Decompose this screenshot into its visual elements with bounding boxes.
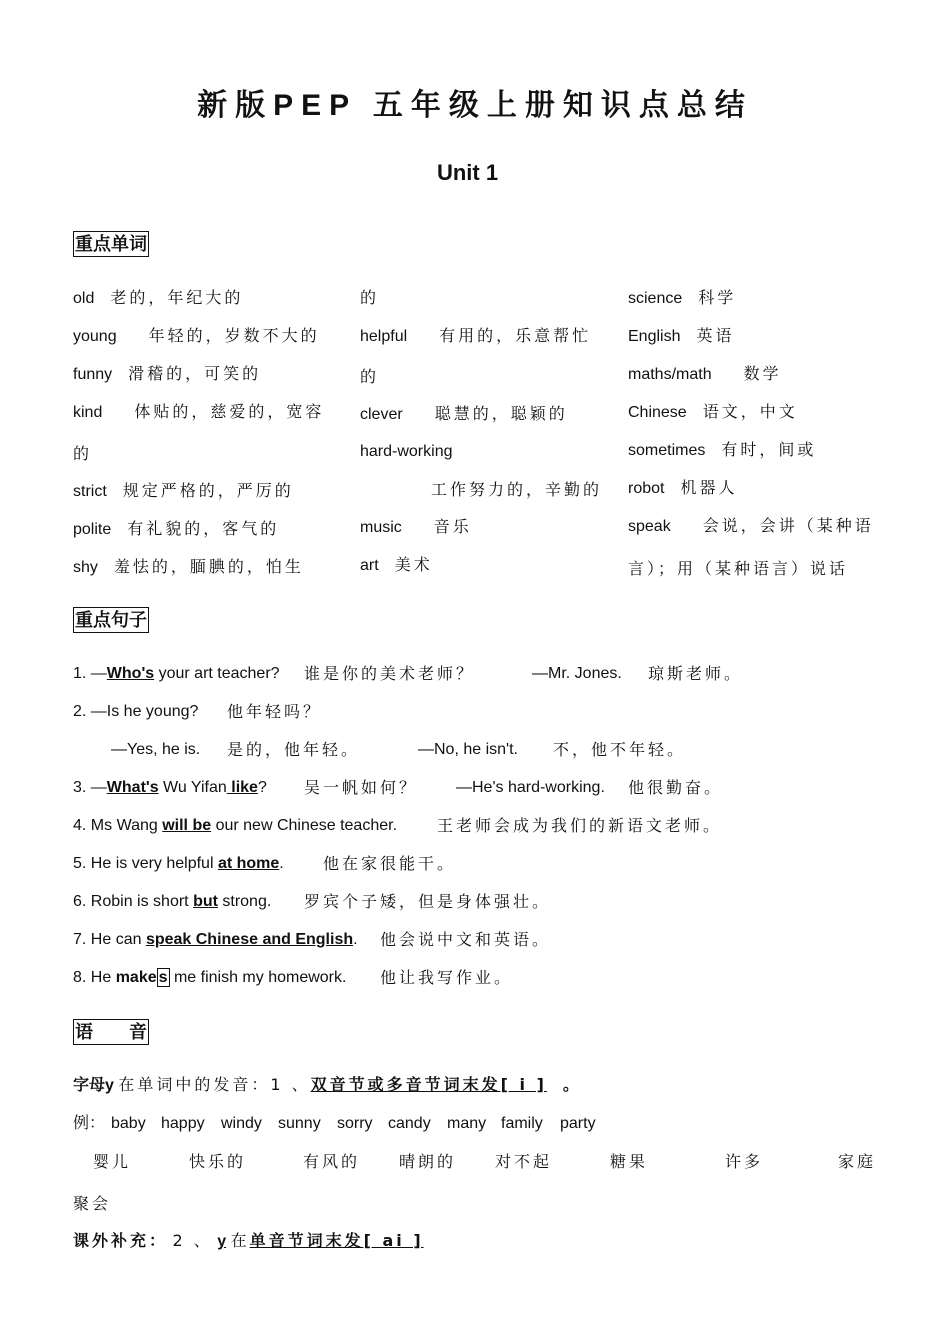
sentence-text: 8. He — [73, 969, 116, 986]
sentence-2-yes-translation: 是的，他年轻。 — [227, 740, 361, 759]
key-phrase: at home — [217, 855, 280, 872]
sentence-6 — [73, 891, 271, 913]
sentence-text: strong. — [217, 893, 272, 910]
sentence-2-translation: 他年轻吗？ — [227, 702, 323, 721]
word-en: robot — [628, 480, 665, 497]
word-cn: 聪慧的，聪颖的 — [434, 404, 568, 423]
word-entry — [73, 443, 92, 466]
example-meaning: 聚会 — [73, 1194, 112, 1213]
word-entry — [628, 363, 782, 386]
sentence-7-translation: 他会说中文和英语。 — [380, 930, 552, 949]
sentence-text: 6. Robin is short — [73, 893, 194, 910]
phonics-extra — [73, 1230, 424, 1253]
word-cn: 会说，会讲（某种语 — [702, 516, 874, 535]
key-phrase: will be — [162, 817, 212, 834]
word-en: old — [73, 290, 95, 307]
word-en: young — [73, 328, 117, 345]
phonics-rule-1 — [73, 1074, 579, 1097]
extra-rule: 单音节词末发[ ai ] — [249, 1231, 424, 1250]
sentence-text: Wu Yifan — [158, 779, 227, 796]
sentence-text: 5. He is very helpful — [73, 855, 218, 872]
word-entry — [628, 477, 738, 500]
example-word: baby — [111, 1115, 146, 1132]
word-entry — [431, 479, 602, 502]
example-meaning: 对不起 — [495, 1152, 553, 1171]
sentence-4-translation: 王老师会成为我们的新语文老师。 — [437, 816, 723, 835]
word-en: English — [628, 328, 681, 345]
sentence-text: 7. He can — [73, 931, 146, 948]
word-en: kind — [73, 404, 103, 421]
example-word: sorry — [337, 1115, 373, 1132]
example-word: windy — [221, 1115, 262, 1132]
word-cn: 科学 — [698, 288, 737, 307]
key-phrase: What's — [106, 779, 159, 796]
example-meaning: 家庭 — [838, 1152, 877, 1171]
sentence-6-translation: 罗宾个子矮，但是身体强壮。 — [304, 892, 552, 911]
word-en: art — [360, 557, 379, 574]
word-en: speak — [628, 518, 671, 535]
word-cn: 的 — [360, 367, 380, 386]
word-entry — [73, 325, 320, 348]
word-cn: 滑稽的，可笑的 — [128, 364, 262, 383]
word-cn: 语文，中文 — [702, 402, 798, 421]
word-entry — [360, 441, 452, 463]
sentence-3-translation: 吴一帆如何？ — [304, 778, 419, 797]
sentence-1-translation: 谁是你的美术老师？ — [304, 664, 476, 683]
word-en: shy — [73, 559, 98, 576]
sentence-2: 2. —Is he young? — [73, 703, 199, 720]
word-en: funny — [73, 366, 113, 383]
word-cn: 的 — [360, 288, 380, 307]
word-cn: 音乐 — [433, 517, 472, 536]
word-en: science — [628, 290, 683, 307]
section-heading-phonics: 语 音 — [73, 1019, 149, 1045]
sentence-text: ? — [257, 779, 267, 796]
letter-label: 字母y — [73, 1077, 114, 1094]
word-cn: 有时，间或 — [721, 440, 817, 459]
word-cn: 有礼貌的，客气的 — [127, 519, 280, 538]
word-en: Chinese — [628, 404, 687, 421]
sentence-5 — [73, 853, 284, 875]
sentence-text: 4. Ms Wang — [73, 817, 163, 834]
sentence-8 — [73, 967, 346, 989]
word-entry — [73, 401, 324, 424]
example-meaning: 糖果 — [610, 1152, 649, 1171]
example-label: 例： — [73, 1115, 106, 1132]
sentence-text: . — [279, 855, 284, 872]
section-heading-words: 重点单词 — [73, 231, 149, 257]
word-cn: 年轻的，岁数不大的 — [148, 326, 320, 345]
word-cn: 言）；用（某种语言）说话 — [628, 559, 849, 578]
word-cn: 美术 — [394, 555, 433, 574]
word-entry — [73, 518, 279, 541]
sentence-1-answer: —Mr. Jones. — [532, 665, 622, 682]
example-word: party — [560, 1115, 596, 1132]
extra-label: 课外补充： — [73, 1231, 169, 1250]
word-cn: 体贴的，慈爱的，宽容 — [134, 402, 325, 421]
word-entry — [73, 287, 243, 310]
word-cn: 工作努力的，辛勤的 — [431, 480, 603, 499]
word-entry — [73, 363, 261, 386]
sentence-number: 3. — — [73, 779, 107, 796]
word-cn: 的 — [73, 444, 93, 463]
word-en: maths/math — [628, 366, 712, 383]
example-meaning: 快乐的 — [189, 1152, 247, 1171]
sentence-4 — [73, 815, 397, 837]
key-phrase: like — [226, 779, 258, 796]
word-cn: 有用的，乐意帮忙 — [439, 326, 592, 345]
sentence-2-no: —No, he isn't. — [418, 741, 518, 758]
word-entry — [628, 325, 735, 348]
sentence-7 — [73, 929, 358, 951]
sentence-3-answer: —He's hard-working. — [456, 779, 605, 796]
word-en: music — [360, 519, 402, 536]
word-entry — [360, 403, 568, 426]
word-entry — [73, 480, 294, 503]
sentence-text: our new Chinese teacher. — [211, 817, 398, 834]
word-en: strict — [73, 483, 107, 500]
word-entry — [360, 554, 433, 577]
word-en: sometimes — [628, 442, 706, 459]
example-meaning: 许多 — [725, 1152, 764, 1171]
sentence-text: your art teacher? — [154, 665, 280, 682]
key-phrase-boxed: s — [158, 969, 168, 986]
rule-key: 双音节或多音节词末发[ i ] — [310, 1075, 547, 1094]
word-cn: 规定严格的，严厉的 — [122, 481, 294, 500]
example-word: sunny — [278, 1115, 321, 1132]
rule-text: 在单词中的发音：1 、 — [118, 1075, 311, 1094]
example-meaning: 晴朗的 — [399, 1152, 457, 1171]
sentence-text: . — [353, 931, 358, 948]
word-entry — [628, 515, 874, 538]
word-en: hard-working — [360, 443, 453, 460]
extra-text: 在 — [230, 1231, 250, 1250]
sentence-1 — [73, 663, 280, 685]
example-meaning: 有风的 — [303, 1152, 361, 1171]
key-phrase: Who's — [106, 665, 155, 682]
word-entry — [360, 366, 379, 389]
sentence-number: 1. — — [73, 665, 107, 682]
word-entry — [628, 558, 848, 581]
key-phrase: but — [193, 893, 218, 910]
section-heading-sentences: 重点句子 — [73, 607, 149, 633]
word-cn: 数学 — [743, 364, 782, 383]
word-en: helpful — [360, 328, 408, 345]
word-entry — [628, 401, 798, 424]
word-entry — [360, 325, 591, 348]
example-word: happy — [161, 1115, 205, 1132]
sentence-2-no-translation: 不，他不年轻。 — [553, 740, 687, 759]
word-en: clever — [360, 406, 403, 423]
word-entry — [628, 287, 736, 310]
key-phrase: speak Chinese and English — [145, 931, 354, 948]
word-en: polite — [73, 521, 112, 538]
word-cn: 老的，年纪大的 — [110, 288, 244, 307]
word-cn: 机器人 — [680, 478, 738, 497]
rule-end: 。 — [562, 1077, 579, 1094]
word-entry — [360, 516, 472, 539]
sentence-text: me finish my homework. — [169, 969, 347, 986]
sentence-2-yes: —Yes, he is. — [111, 741, 201, 758]
word-entry — [73, 556, 304, 579]
word-cn: 英语 — [696, 326, 735, 345]
sentence-3-answer-translation: 他很勤奋。 — [628, 778, 724, 797]
page-title: 新版PEP 五年级上册知识点总结 — [197, 89, 753, 122]
sentence-8-translation: 他让我写作业。 — [380, 968, 514, 987]
extra-letter: y — [217, 1233, 227, 1250]
example-meaning: 婴儿 — [93, 1152, 132, 1171]
example-word: family — [501, 1115, 543, 1132]
sentence-5-translation: 他在家很能干。 — [323, 854, 457, 873]
key-phrase: make — [115, 969, 157, 986]
example-word: candy — [388, 1115, 431, 1132]
word-entry — [628, 439, 816, 462]
word-cn: 羞怯的，腼腆的，怕生 — [113, 557, 304, 576]
example-word: many — [447, 1115, 487, 1132]
sentence-3 — [73, 777, 267, 799]
unit-heading: Unit 1 — [436, 160, 499, 185]
word-entry — [360, 287, 379, 310]
sentence-1-answer-translation: 琼斯老师。 — [648, 664, 744, 683]
extra-number: 2 、 — [172, 1231, 213, 1250]
